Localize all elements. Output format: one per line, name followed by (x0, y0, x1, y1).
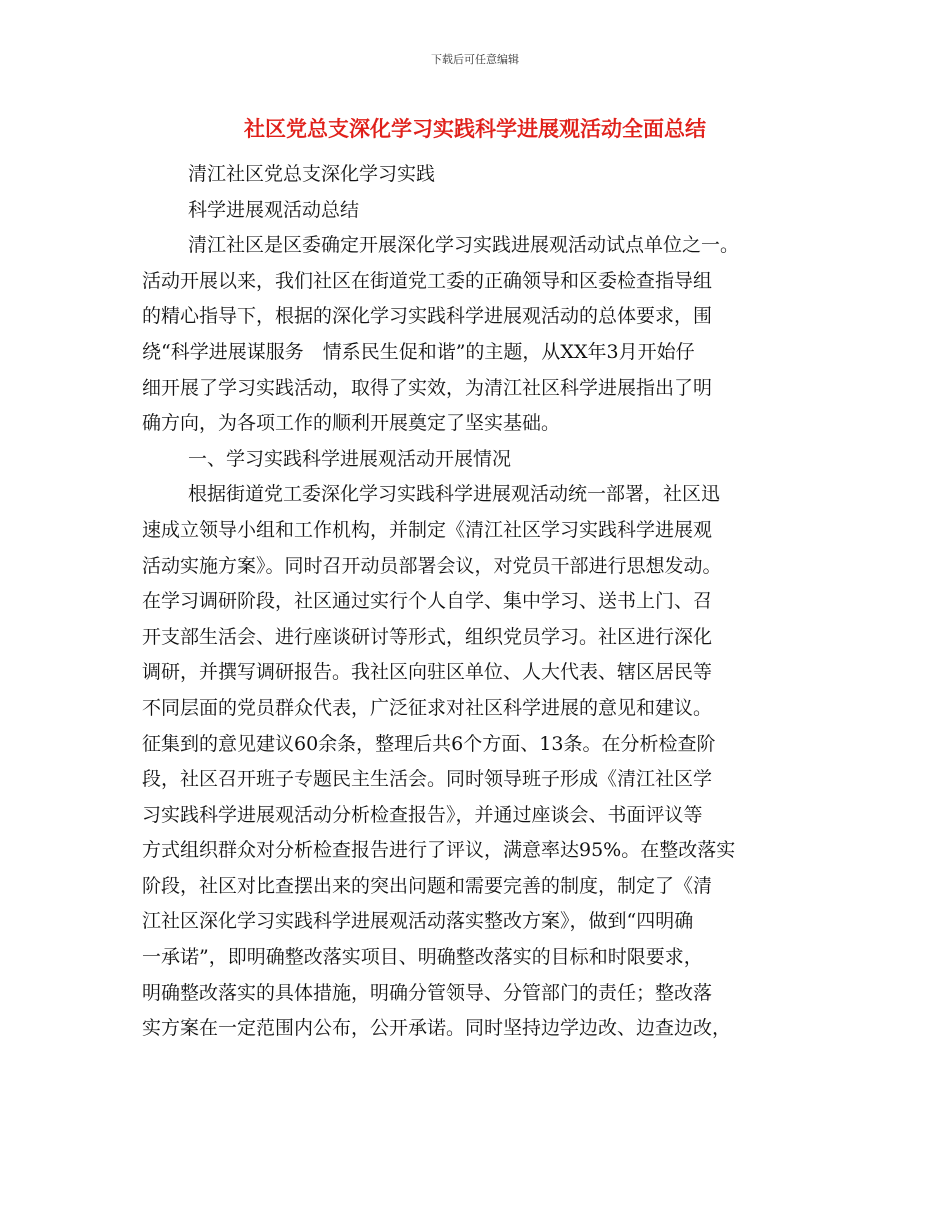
paragraph-line: 不同层面的党员群众代表，广泛征求对社区科学进展的意见和建议。 (142, 696, 713, 719)
paragraph-line: 江社区深化学习实践科学进展观活动落实整改方案》，做到“四明确 (142, 910, 694, 933)
paragraph-line: 调研，并撰写调研报告。我社区向驻区单位、人大代表、辖区居民等 (142, 661, 713, 684)
paragraph-line: 阶段，社区对比查摆出来的突出问题和需要完善的制度，制定了《清 (142, 874, 713, 897)
paragraph-line: 开支部生活会、进行座谈研讨等形式，组织党员学习。社区进行深化 (142, 625, 713, 648)
paragraph-line: 清江社区是区委确定开展深化学习实践进展观活动试点单位之一。 (188, 234, 740, 257)
paragraph-line: 绕“科学进展谋服务 情系民生促和谐”的主题，从XX年3月开始仔 (142, 340, 695, 363)
paragraph-line: 根据街道党工委深化学习实践科学进展观活动统一部署，社区迅 (188, 483, 721, 506)
paragraph-line: 的精心指导下，根据的深化学习实践科学进展观活动的总体要求，围 (142, 305, 713, 328)
paragraph-line: 明确整改落实的具体措施，明确分管领导、分管部门的责任；整改落 (142, 981, 713, 1004)
page-header-note: 下载后可任意编辑 (431, 53, 519, 66)
paragraph-line: 活动实施方案》。同时召开动员部署会议，对党员干部进行思想发动。 (142, 554, 722, 577)
paragraph-line: 科学进展观活动总结 (188, 198, 360, 221)
document-body (142, 157, 812, 1047)
paragraph-line: 活动开展以来，我们社区在街道党工委的正确领导和区委检查指导组 (142, 269, 713, 292)
paragraph-line: 一承诺”，即明确整改落实项目、明确整改落实的目标和时限要求， (142, 946, 703, 969)
document-title: 社区党总支深化学习实践科学进展观活动全面总结 (244, 116, 706, 141)
paragraph-line: 征集到的意见建议60余条，整理后共6个方面、13条。在分析检查阶 (142, 732, 716, 755)
paragraph-line: 段，社区召开班子专题民主生活会。同时领导班子形成《清江社区学 (142, 768, 713, 791)
paragraph-line: 习实践科学进展观活动分析检查报告》，并通过座谈会、书面评议等 (142, 803, 703, 826)
paragraph-line: 在学习调研阶段，社区通过实行个人自学、集中学习、送书上门、召 (142, 590, 713, 613)
paragraph-line: 实方案在一定范围内公布，公开承诺。同时坚持边学边改、边查边改， (142, 1017, 732, 1040)
paragraph-line: 细开展了学习实践活动，取得了实效，为清江社区科学进展指出了明 (142, 376, 713, 399)
paragraph-line: 确方向，为各项工作的顺利开展奠定了坚实基础。 (142, 412, 561, 435)
paragraph-line: 清江社区党总支深化学习实践 (188, 163, 436, 185)
paragraph-line: 速成立领导小组和工作机构，并制定《清江社区学习实践科学进展观 (142, 518, 713, 541)
paragraph-line: 方式组织群众对分析检查报告进行了评议，满意率达95%。在整改落实 (142, 839, 736, 862)
paragraph-line: 一、学习实践科学进展观活动开展情况 (188, 447, 512, 470)
